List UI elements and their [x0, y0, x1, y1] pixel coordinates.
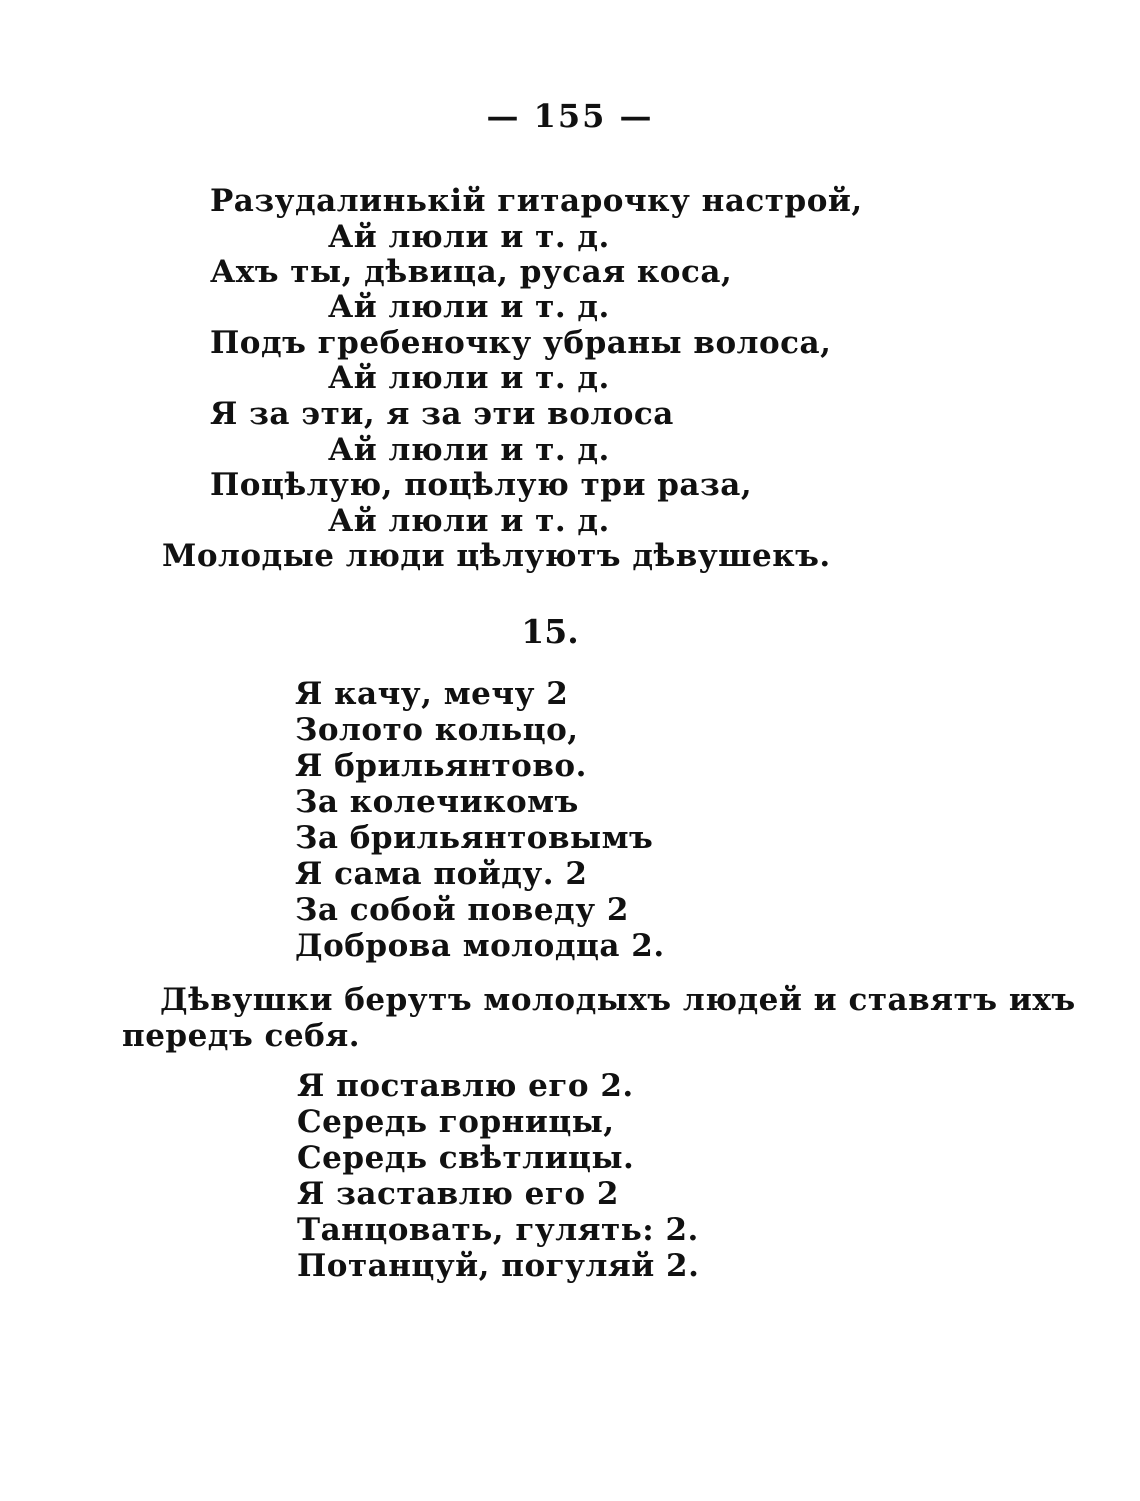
verse-line: Я поставлю его 2. [297, 1068, 634, 1104]
refrain-line: Ай люли и т. д. [328, 503, 610, 539]
verse-line: Я качу, мечу 2 [295, 676, 569, 712]
verse-line: Поцѣлую, поцѣлую три раза, [210, 467, 753, 503]
verse-line: Золото кольцо, [295, 712, 579, 748]
verse-line: Середь свѣтлицы. [297, 1140, 635, 1176]
verse-line: Я заставлю его 2 [297, 1176, 619, 1212]
verse-line: Я за эти, я за эти волоса [210, 396, 674, 432]
verse-line: Потанцуй, погуляй 2. [297, 1248, 700, 1284]
refrain-line: Ай люли и т. д. [328, 360, 610, 396]
refrain-line: Ай люли и т. д. [328, 219, 610, 255]
verse-line: За брильянтовымъ [295, 820, 654, 856]
verse-line: За колечикомъ [295, 784, 579, 820]
verse-line: Танцовать, гулять: 2. [297, 1212, 699, 1248]
song-number: 15. [521, 612, 579, 651]
verse-line: Подъ гребеночку убраны волоса, [210, 325, 832, 361]
refrain-line: Ай люли и т. д. [328, 432, 610, 468]
verse-line: За собой поведу 2 [295, 892, 629, 928]
stage-direction: передъ себя. [122, 1018, 361, 1054]
stage-direction: Дѣвушки берутъ молодыхъ людей и ставятъ ихъ [160, 982, 1076, 1018]
verse-line: Ахъ ты, дѣвица, русая коса, [210, 254, 733, 290]
verse-line: Доброва молодца 2. [295, 928, 665, 964]
verse-line: Середь горницы, [297, 1104, 615, 1140]
stage-direction: Молодые люди цѣлуютъ дѣвушекъ. [162, 538, 831, 574]
verse-line: Я брильянтово. [295, 748, 587, 784]
page-number: — 155 — [486, 97, 654, 135]
verse-line: Я сама пойду. 2 [295, 856, 588, 892]
refrain-line: Ай люли и т. д. [328, 289, 610, 325]
verse-line: Разудалинькій гитарочку настрой, [210, 183, 863, 219]
